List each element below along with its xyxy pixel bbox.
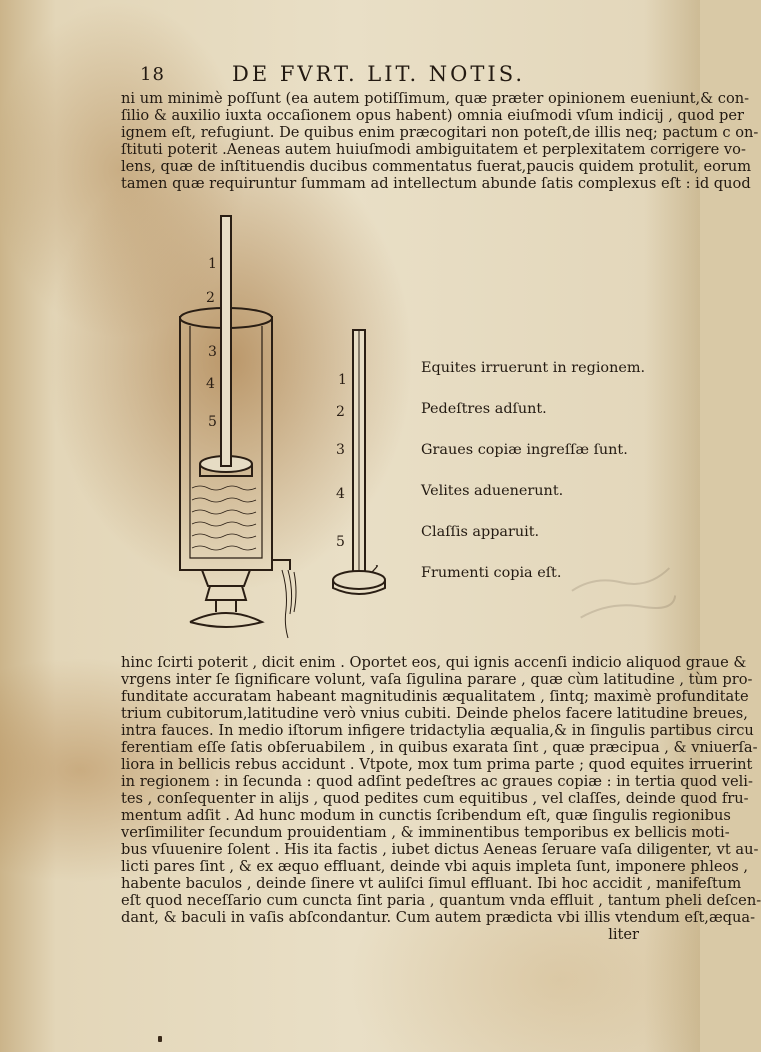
vessel-number: 3 — [208, 344, 217, 360]
legend-item: Velites aduenerunt. — [421, 483, 564, 499]
vessel-spout — [272, 560, 290, 570]
page-number: 18 — [140, 64, 165, 85]
water-hatching — [192, 486, 256, 550]
text-line: ignem eſt, refugiunt. De quibus enim præcogitari non poteſt,de illis neq; pactum c on- — [121, 124, 759, 141]
catchword-row — [121, 926, 645, 943]
text-line: lens, quæ de inſtituendis ducibus commentatus fuerat,paucis quidem protulit, eorum — [121, 158, 752, 175]
running-head: DE FVRT. LIT. NOTIS. — [232, 62, 526, 86]
text-line: ferentiam eſſe ſatis obſeruabilem , in quibus exarata ſint , quæ præcipua , & vniuerſa- — [121, 739, 758, 756]
vessel-rod — [221, 216, 231, 466]
text-line: tes , conſequenter in alijs , quod pedites cum equitibus , vel claſſes, deinde quod fru- — [121, 790, 749, 807]
text-line: bus vſuuenire ſolent . His ita factis , iubet dictus Aeneas ſeruare vaſa diligenter, vt au- — [121, 841, 759, 858]
legend-item: Claſſis apparuit. — [421, 524, 540, 540]
legend-item: Equites irruerunt in regionem. — [421, 360, 646, 376]
text-line: intra fauces. In medio iſtorum infigere tridactylia æqualia,& in ſingulis partibus circu — [121, 722, 754, 739]
text-line: in regionem : in ſecunda : quod adſint pedeſtres ac graues copiæ : in tertia quod veli- — [121, 773, 753, 790]
text-line: habente baculos , deinde ſinere vt auliſci ſimul effluant. Ibi hoc accidit , manifeſtum — [121, 875, 742, 892]
ink-spot — [158, 1036, 162, 1042]
rod-number: 1 — [338, 372, 347, 388]
legend-item: Pedeſtres adſunt. — [421, 401, 547, 417]
text-line: ſtituti poterit .Aeneas autem huiuſmodi ambiguitatem et perplexitatem corrigere vo- — [121, 141, 746, 158]
vessel-number: 1 — [208, 256, 217, 272]
legend-item: Frumenti copia eſt. — [421, 565, 562, 581]
text-line: ſilio & auxilio iuxta occaſionem opus habent) omnia eiuſmodi vſum indicij , quod per — [121, 107, 744, 124]
text-line: hinc ſcirti poterit , dicit enim . Oportet eos, qui ignis accenſi indicio aliquod graue & — [121, 654, 747, 671]
page-header — [140, 62, 560, 92]
vessel-number: 4 — [206, 376, 215, 392]
rod-number: 3 — [336, 442, 345, 458]
text-line: mentum adſit . Ad hunc modum in cunctis ſcribendum eſt, quæ ſingulis regionibus — [121, 807, 731, 824]
standalone-rod-base — [333, 571, 385, 589]
text-line: eſt quod neceſſario cum cuncta ſint paria , quantum vnda effluit , tantum pheli deſcen- — [121, 892, 761, 909]
top-paragraph — [121, 90, 759, 192]
vessel-base — [190, 570, 262, 627]
text-line: tamen quæ requiruntur ſummam ad intellectum abunde ſatis complexus eſt : id quod — [121, 175, 751, 192]
legend-item: Graues copiæ ingreſſæ ſunt. — [421, 442, 628, 458]
rod-number: 4 — [336, 486, 345, 502]
vessel-number: 5 — [208, 414, 217, 430]
rod-number: 2 — [336, 404, 345, 420]
water-stream — [282, 570, 296, 638]
text-line: trium cubitorum,latitudine verò vnius cubiti. Deinde phelos facere latitudine breues, — [121, 705, 748, 722]
rod-number: 5 — [336, 534, 345, 550]
vessel-number: 2 — [206, 290, 215, 306]
text-line: ni um minimè poſſunt (ea autem potiſſimum, quæ præter opinionem eueniunt,& con- — [121, 90, 750, 107]
catchword: liter — [608, 926, 639, 943]
text-line: dant, & baculi in vaſis abſcondantur. Cum autem prædicta vbi illis vtendum eſt,æqua- — [121, 909, 756, 926]
text-line: licti pares ſint , & ex æquo effluant, deinde vbi aquis impleta ſunt, imponere phleos , — [121, 858, 749, 875]
text-line: funditate accuratam habeant magnitudinis æqualitatem , ſintq; maximè profunditate — [121, 688, 749, 705]
text-line: liora in bellicis rebus accidunt . Vtpote, mox tum prima parte ; quod equites irruerint — [121, 756, 753, 773]
bottom-paragraph — [121, 654, 761, 943]
text-line: vrgens inter ſe ſignificare volunt, vaſa ſigulina parare , quæ cùm latitudine , tùm pro- — [121, 671, 753, 688]
text-line: verſimiliter ſecundum prouidentiam , & imminentibus temporibus ex bellicis moti- — [121, 824, 730, 841]
